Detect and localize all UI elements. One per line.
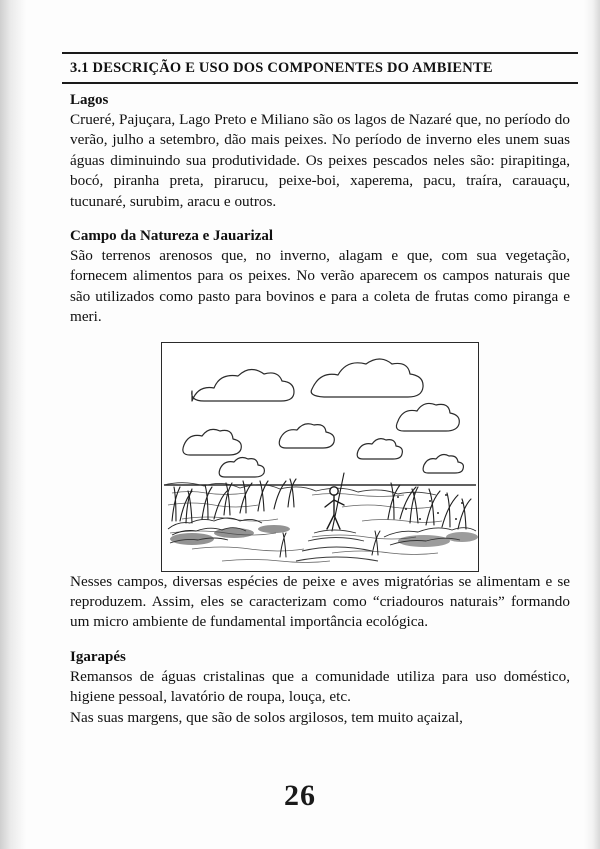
spacer-2 bbox=[70, 633, 570, 649]
page-content bbox=[62, 0, 578, 849]
section-heading-bar bbox=[62, 52, 578, 84]
page-number: 26 bbox=[284, 779, 316, 812]
heading-lagos: Lagos bbox=[70, 92, 109, 108]
spacer bbox=[70, 212, 570, 228]
figure-drawing bbox=[162, 343, 478, 571]
section-heading-text: 3.1 DESCRIÇÃO E USO DOS COMPONENTES DO AMBIENTE bbox=[70, 59, 493, 76]
body-column bbox=[70, 92, 570, 728]
heading-campo-natureza: Campo da Natureza e Jauarizal bbox=[70, 228, 274, 245]
heading-igarapes: Igarapés bbox=[70, 648, 126, 665]
figure-container bbox=[70, 342, 570, 572]
paragraph-lagos: Crueré, Pajuçara, Lago Preto e Miliano são os lagos de Nazaré que, no período do verão, julho a setembro, dão mais peixes. No período de inverno eles unem suas águas diminuindo sua produtividade. Os peixes pescados neles são: pirapitinga, bocó, piranha preta, pirarucu, peixe-boi, xaperema, pacu, traíra, carauaçu, tucunaré, surubim, aracu e outros. bbox=[70, 111, 570, 210]
figure-flooded-field bbox=[161, 342, 479, 572]
paragraph-campo-natureza: São terrenos arenosos que, no inverno, alagam e que, com sua vegetação, fornecem alimentos para os peixes. No verão aparecem os campos naturais que são utilizados como pasto para bovinos e para a coleta de frutas como piranga e meri. bbox=[70, 247, 570, 326]
paragraph-after-figure: Nesses campos, diversas espécies de peixe e aves migratórias se alimentam e se reproduzem. Assim, eles se caracterizam como “criadouros naturais” formando um micro ambiente de fundamental importância ecológica. bbox=[70, 572, 570, 631]
paragraph-igarapes-1: Remansos de águas cristalinas que a comunidade utiliza para uso doméstico, higiene pessoal, lavatório de roupa, louça, etc. bbox=[70, 667, 570, 706]
paragraph-igarapes-2: Nas suas margens, que são de solos argilosos, tem muito açaizal, bbox=[70, 708, 463, 726]
